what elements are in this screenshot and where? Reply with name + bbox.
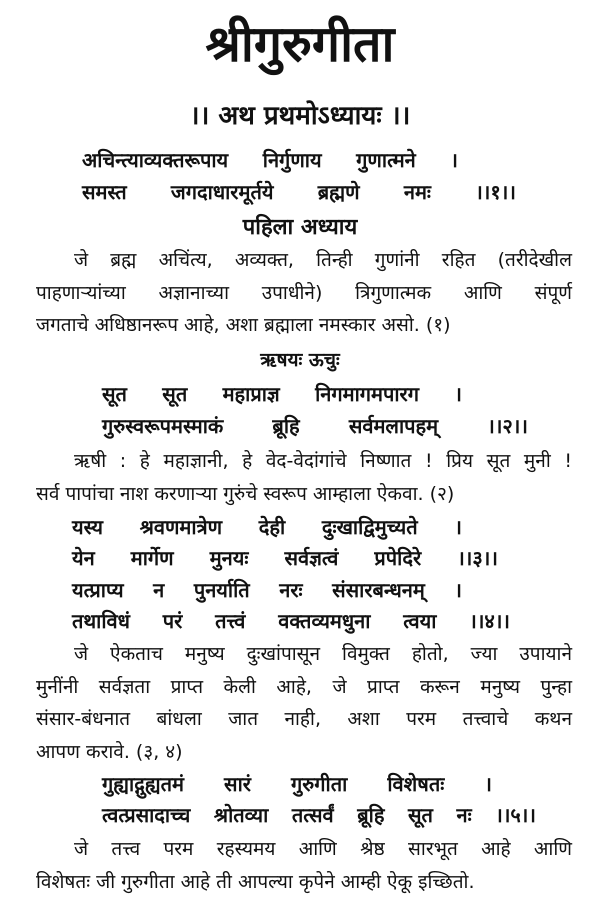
verse-word: सूत bbox=[102, 382, 127, 406]
verse-word: पुनर्याति bbox=[193, 578, 250, 602]
paragraph-line: ऋषी : हे महाज्ञानी, हे वेद-वेदांगांचे निष्णात ! प्रिय सूत मुनी ! bbox=[74, 450, 572, 472]
shloka-5-line-1 bbox=[102, 770, 492, 798]
subheading: पहिला अध्याय bbox=[242, 215, 358, 240]
verse-word: नमः bbox=[403, 180, 431, 204]
verse-word: त्वया bbox=[403, 609, 437, 633]
page-title: श्रीगुरुगीता bbox=[205, 15, 395, 73]
verse-word: सर्वज्ञत्वं bbox=[284, 546, 339, 570]
verse-word: न bbox=[153, 578, 165, 602]
shloka-4-line-1 bbox=[72, 576, 462, 604]
shloka-1-line-2 bbox=[82, 178, 516, 206]
verse-word: त्वत्प्रसादाच्च bbox=[102, 803, 191, 827]
verse-word: मुनयः bbox=[209, 546, 249, 570]
verse-word: तथाविधं bbox=[72, 609, 130, 633]
verse-word: निगमागमपारग bbox=[315, 382, 419, 406]
verse-word: सूत bbox=[162, 382, 188, 406]
verse-word: ब्रह्मणे bbox=[317, 180, 360, 204]
verse-word: श्रोतव्या bbox=[213, 803, 269, 827]
verse-word: देही bbox=[258, 515, 286, 539]
verse-word: नः bbox=[456, 803, 472, 827]
verse-word: मार्गेण bbox=[130, 546, 174, 570]
verse-word: गुरुगीता bbox=[291, 772, 348, 796]
shloka-1-line-1 bbox=[82, 146, 458, 174]
paragraph-2 bbox=[36, 445, 572, 510]
verse-word: सारं bbox=[224, 772, 251, 796]
paragraph-line: संसार-बंधनात बांधला जात नाही, अशा परम तत्त्वाचे कथन bbox=[36, 708, 572, 730]
verse-marker: । bbox=[454, 515, 462, 539]
verse-marker: ।।३।। bbox=[457, 546, 498, 570]
verse-marker: । bbox=[484, 772, 492, 796]
verse-marker: । bbox=[450, 148, 458, 172]
paragraph-line: विशेषतः जी गुरुगीता आहे ती आपल्या कृपेने आम्ही ऐकू इच्छितो. bbox=[36, 870, 475, 893]
verse-word: गुरुस्वरूपमस्माकं bbox=[102, 414, 224, 438]
paragraph-1 bbox=[36, 244, 572, 342]
paragraph-line: मुनींनी सर्वज्ञता प्राप्त केली आहे, जे प्राप्त करून मनुष्य पुन्हा bbox=[36, 675, 572, 698]
verse-word: सूत bbox=[408, 803, 433, 827]
paragraph-line: सर्व पापांचा नाश करणाऱ्या गुरुंचे स्वरूप आम्हाला ऐकवा. (२) bbox=[36, 482, 455, 505]
verse-word: निर्गुणाय bbox=[262, 148, 322, 172]
verse-word: तत्त्वं bbox=[215, 609, 246, 633]
verse-marker: ।।५।। bbox=[495, 803, 536, 827]
paragraph-line: जगताचे अधिष्ठानरूप आहे, अशा ब्रह्माला नमस्कार असो. (१) bbox=[36, 314, 451, 336]
verse-marker: ।।१।। bbox=[475, 180, 516, 204]
verse-word: अचिन्त्याव्यक्तरूपाय bbox=[82, 148, 229, 172]
paragraph-line: पाहणाऱ्यांच्या अज्ञानाच्या उपाधीने) त्रिगुणात्मक आणि संपूर्ण bbox=[36, 281, 572, 304]
verse-word: येन bbox=[72, 546, 95, 570]
paragraph-3 bbox=[36, 638, 572, 768]
verse-word: ब्रूहि bbox=[357, 803, 385, 827]
shloka-3-line-1 bbox=[72, 513, 462, 541]
verse-word: गुह्याद्गुह्यतमं bbox=[102, 772, 184, 796]
verse-word: महाप्राज्ञ bbox=[222, 382, 280, 406]
shloka-2-line-1 bbox=[102, 380, 462, 408]
verse-word: परं bbox=[162, 609, 183, 633]
verse-marker: । bbox=[454, 578, 462, 602]
verse-word: तत्सर्वं bbox=[291, 803, 334, 827]
verse-word: संसारबन्धनम् bbox=[332, 578, 425, 602]
paragraph-4 bbox=[36, 833, 572, 898]
verse-word: जगदाधारमूर्तये bbox=[170, 180, 274, 204]
verse-word: विशेषतः bbox=[387, 772, 445, 796]
verse-word: श्रवणमात्रेण bbox=[139, 515, 223, 539]
verse-word: नरः bbox=[279, 578, 303, 602]
paragraph-line: जे ऐकताच मनुष्य दुःखांपासून विमुक्त होतो, ज्या उपायाने bbox=[74, 643, 572, 665]
verse-marker: । bbox=[454, 382, 462, 406]
shloka-5-line-2 bbox=[102, 801, 536, 829]
verse-word: दुःखाद्विमुच्यते bbox=[321, 515, 418, 539]
verse-word: यस्य bbox=[72, 515, 103, 539]
verse-word: यत्प्राप्य bbox=[72, 578, 124, 602]
verse-word: सर्वमलापहम् bbox=[348, 414, 439, 438]
shloka-3-line-2 bbox=[72, 544, 498, 572]
paragraph-line: आपण करावे. (३, ४) bbox=[36, 740, 183, 763]
rishis-heading: ऋषयः ऊचुः bbox=[260, 349, 340, 371]
verse-word: वक्तव्यमधुना bbox=[278, 609, 371, 633]
verse-word: गुणात्मने bbox=[356, 148, 416, 172]
paragraph-line: जे तत्त्व परम रहस्यमय आणि श्रेष्ठ सारभूत आहे आणि bbox=[74, 838, 572, 860]
verse-word: प्रपेदिरे bbox=[374, 546, 422, 570]
verse-word: ब्रूहि bbox=[272, 414, 300, 438]
verse-word: समस्त bbox=[82, 180, 127, 204]
shloka-2-line-2 bbox=[102, 412, 528, 440]
verse-marker: ।।४।। bbox=[469, 609, 510, 633]
chapter-heading: ।। अथ प्रथमोऽध्यायः ।। bbox=[189, 101, 411, 131]
shloka-4-line-2 bbox=[72, 607, 510, 635]
paragraph-line: जे ब्रह्म अचिंत्य, अव्यक्त, तिन्ही गुणांनी रहित (तरीदेखील bbox=[74, 249, 572, 271]
verse-marker: ।।२।। bbox=[487, 414, 528, 438]
